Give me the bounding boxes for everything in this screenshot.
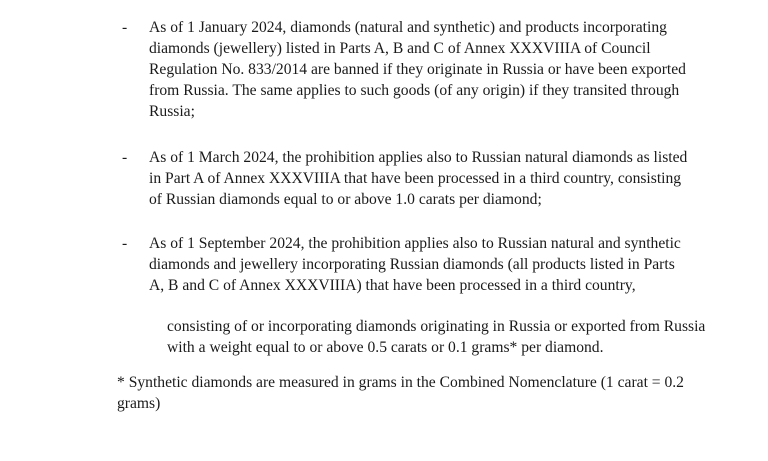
- bullet-dash: -: [122, 19, 128, 36]
- bullet-text: As of 1 September 2024, the prohibition applies also to Russian natural and synthetic diamonds and jewellery incorporating Russian diamonds (all products listed in Parts A, B and C of Annex XXXVIIIA) that have been processed in a third country,: [149, 235, 681, 294]
- bullet-text: As of 1 January 2024, diamonds (natural and synthetic) and products incorporating diamonds (jewellery) listed in Parts A, B and C of Annex XXXVIIIA of Council Regulation No. 833/2014 are banned if they originate in Russia or have been exported from Russia. The same applies to such goods (of any origin) if they transited through Russia;: [149, 19, 686, 120]
- bullet-continuation-text: consisting of or incorporating diamonds originating in Russia or exported from Russia with a weight equal to or above 0.5 carats or 0.1 grams* per diamond.: [167, 318, 706, 356]
- footnote: * Synthetic diamonds are measured in grams in the Combined Nomenclature (1 carat = 0.2 grams): [117, 374, 684, 412]
- bullet-dash: -: [122, 149, 128, 166]
- bullet-text: As of 1 March 2024, the prohibition applies also to Russian natural diamonds as listed in Part A of Annex XXXVIIIA that have been processed in a third country, consisting of Russian diamonds equal to or above 1.0 carats per diamond;: [149, 149, 688, 208]
- bullet-dash: -: [122, 235, 128, 252]
